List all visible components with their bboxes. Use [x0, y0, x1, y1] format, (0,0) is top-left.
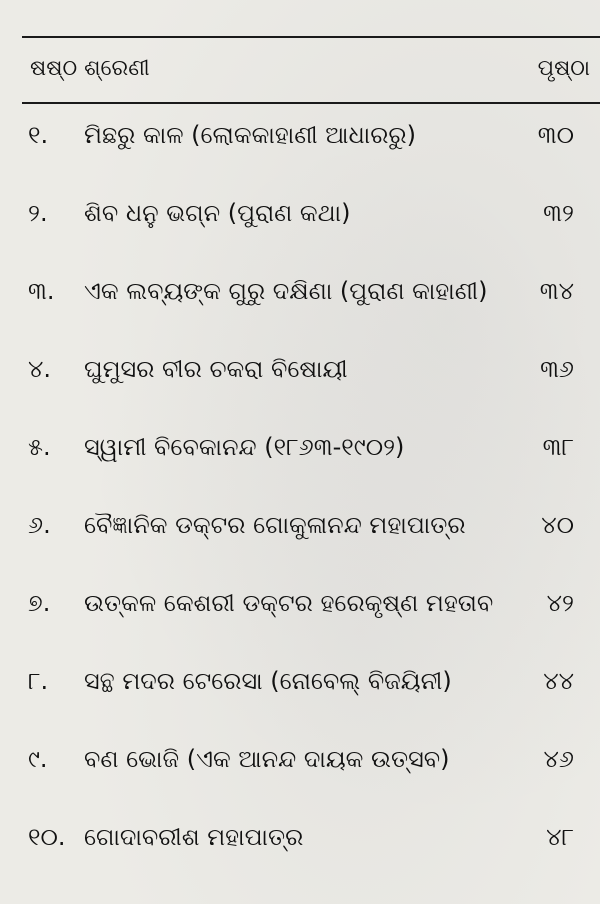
entry-page: ୪୨ — [546, 589, 574, 617]
entry-page: ୩୪ — [539, 277, 574, 305]
top-rule — [22, 36, 600, 38]
entry-number: ୭. — [28, 589, 51, 617]
entry-page: ୪୪ — [543, 667, 574, 695]
entry-number: ୨. — [28, 199, 48, 227]
header-rule — [22, 102, 600, 104]
toc-entry — [0, 734, 600, 784]
entry-title: ଗୋଦାବରୀଶ ମହାପାତ୍ର — [84, 823, 304, 851]
entry-number: ୩. — [28, 277, 55, 305]
entry-number: ୧୦. — [28, 823, 66, 851]
toc-entry — [0, 344, 600, 394]
toc-entry — [0, 578, 600, 628]
entry-page: ୩୬ — [540, 355, 574, 383]
entry-number: ୬. — [28, 511, 51, 539]
entry-title: ଉତ୍କଳ କେଶରୀ ଡକ୍ଟର ହରେକୃଷ୍ଣ ମହତାବ — [84, 589, 494, 617]
page-column-heading: ପୃଷ୍ଠା — [537, 56, 590, 81]
entry-page: ୩୦ — [537, 121, 574, 149]
toc-entry — [0, 110, 600, 160]
toc-entry — [0, 422, 600, 472]
entry-title: ଘୁମୁସର ବୀର ଚକରା ବିଷୋୟୀ — [84, 355, 348, 383]
entry-title: ଶିବ ଧନୁ ଭଗ୍ନ (ପୁରାଣ କଥା) — [84, 199, 351, 227]
entry-number: ୯. — [28, 745, 48, 773]
class-title: ଷଷ୍ଠ ଶ୍ରେଣୀ — [30, 56, 150, 81]
toc-entry — [0, 500, 600, 550]
entry-number: ୮. — [28, 667, 49, 695]
entry-page: ୩୨ — [543, 199, 574, 227]
entry-title: ବୈଜ୍ଞାନିକ ଡକ୍ଟର ଗୋକୁଳାନନ୍ଦ ମହାପାତ୍ର — [84, 511, 466, 539]
toc-entry — [0, 266, 600, 316]
entry-number: ୪. — [28, 355, 52, 383]
entry-title: ଏକ ଲବ୍ୟଙ୍କ ଗୁରୁ ଦକ୍ଷିଣା (ପୁରାଣ କାହାଣୀ) — [84, 277, 488, 305]
entry-title: ସନ୍ଥ ମଦର ଟେରେସା (ନୋବେଲ୍ ବିଜୟିନୀ) — [84, 667, 452, 695]
toc-entry — [0, 188, 600, 238]
entry-number: ୧. — [28, 121, 49, 149]
entry-title: ମିଛରୁ କାଳ (ଲୋକକାହାଣୀ ଆଧାରରୁ) — [84, 121, 416, 149]
entry-page: ୪୦ — [541, 511, 574, 539]
entry-page: ୪୮ — [546, 823, 574, 851]
table-header — [22, 56, 590, 92]
entry-page: ୩୮ — [542, 433, 574, 461]
entry-title: ବଣ ଭୋଜି (ଏକ ଆନନ୍ଦ ଦାୟକ ଉତ୍ସବ) — [84, 745, 450, 773]
entry-title: ସ୍ୱାମୀ ବିବେକାନନ୍ଦ (୧୮୬୩-୧୯୦୨) — [84, 433, 405, 461]
entry-number: ୫. — [28, 433, 51, 461]
toc-entry — [0, 656, 600, 706]
entry-page: ୪୬ — [543, 745, 574, 773]
toc-entry — [0, 812, 600, 862]
